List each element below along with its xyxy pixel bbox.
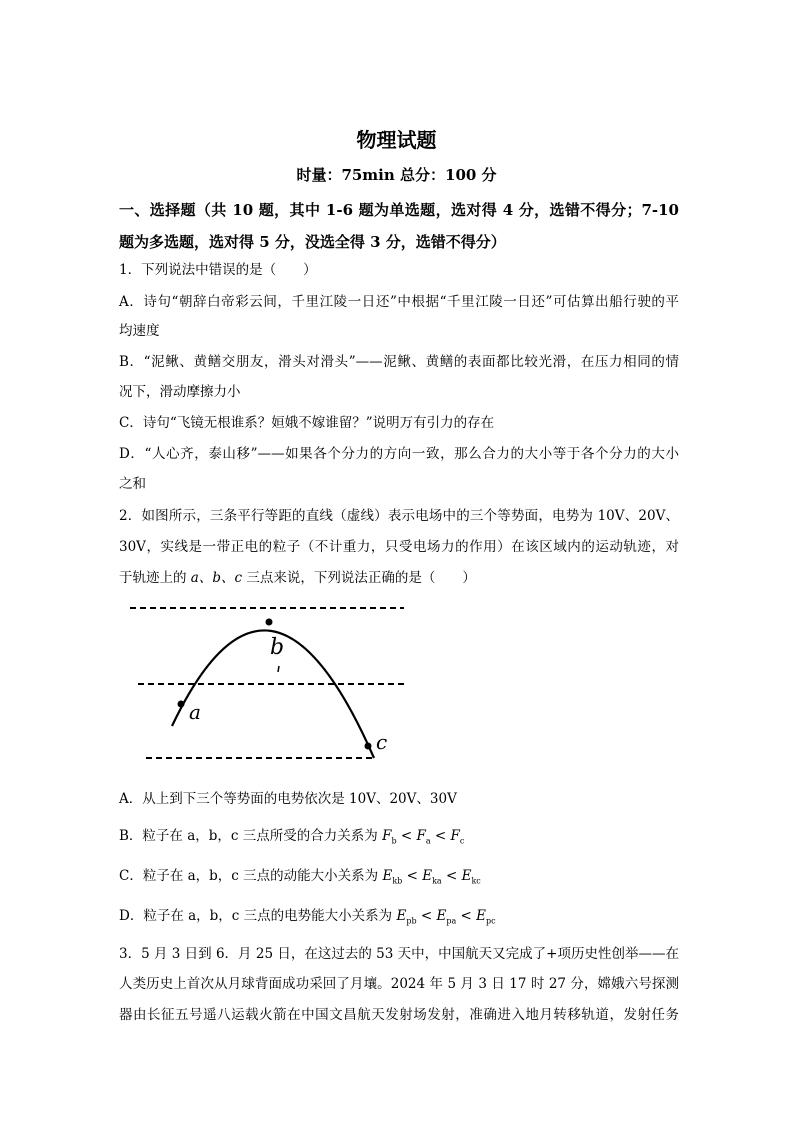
q3-line3: 器由长征五号遥八运载火箭在中国文昌航天发射场发射，准确进入地月转移轨道，发射任务 <box>119 1007 679 1023</box>
q2-option-b-formula <box>382 828 464 844</box>
sub-kc: kc <box>471 876 481 886</box>
exam-meta: 时量：75min 总分：100 分 <box>296 166 497 184</box>
q1-option-a-line2: 均速度 <box>119 323 160 339</box>
q2-option-c-formula <box>382 868 480 884</box>
q1-option-b-line2: 况下，滑动摩擦力小 <box>119 384 241 400</box>
q3-line1: 3．5 月 3 日到 6．月 25 日，在这过去的 53 天中，中国航天又完成了+项历史性创举——在 <box>119 946 679 962</box>
q2-stem-line3 <box>119 568 679 588</box>
sub-ka: ka <box>432 876 442 886</box>
less-than: < <box>402 868 423 884</box>
less-than: < <box>416 908 437 924</box>
label-c: c <box>376 730 388 754</box>
less-than: < <box>396 828 417 844</box>
symbol-E: E <box>436 908 447 924</box>
sub-pb: pb <box>406 916 417 926</box>
point-b-dot <box>266 619 273 626</box>
q1-option-a-line1: A．诗句“朝辞白帝彩云间，千里江陵一日还”中根据“千里江陵一日还”可估算出船行驶的平 <box>119 294 679 310</box>
page-title: 物理试题 <box>356 128 437 152</box>
symbol-E: E <box>476 908 486 924</box>
q2-stem-line2: 30V，实线是一带正电的粒子（不计重力，只受电场力的作用）在该区域内的运动轨迹，对 <box>119 539 679 555</box>
less-than: < <box>441 868 462 884</box>
tick-mark <box>278 666 279 672</box>
section-heading <box>119 194 679 258</box>
sub-pc: pc <box>486 916 496 926</box>
q1-option-d-line2: 之和 <box>119 476 146 492</box>
q2-stem-line3-post: 三点来说，下列说法正确的是（ ） <box>242 570 476 586</box>
q2-option-b-text: B．粒子在 a，b，c 三点所受的合力关系为 <box>119 828 378 844</box>
q1-option-c: C．诗句“飞镜无根谁系？姮娥不嫁谁留？”说明万有引力的存在 <box>119 415 495 431</box>
q2-option-d-text: D．粒子在 a，b，c 三点的电势能大小关系为 <box>119 908 393 924</box>
symbol-E: E <box>461 868 472 884</box>
q2-stem-line1: 2．如图所示，三条平行等距的直线（虚线）表示电场中的三个等势面，电势为 10V、20V、 <box>119 508 679 524</box>
point-c-dot <box>365 743 372 750</box>
q3-line2: 人类历史上首次从月球背面成功采回了月壤。2024 年 5 月 3 日 17 时 27 分，嫦娥六号探测 <box>119 976 679 992</box>
q1-option-d-line1: D．“人心齐，泰山移”——如果各个分力的方向一致，那么合力的大小等于各个分力的大小 <box>119 446 679 462</box>
q2-option-a: A．从上到下三个等势面的电势依次是 10V、20V、30V <box>119 791 457 807</box>
q2-option-c <box>119 866 481 892</box>
q2-option-d-formula <box>396 908 495 924</box>
point-a-dot <box>178 701 185 708</box>
section-heading-line2: 题为多选题，选对得 5 分，没选全得 3 分，选错不得分） <box>119 233 506 251</box>
equipotential-figure <box>128 598 418 764</box>
sub-a: a <box>425 836 431 846</box>
sub-b: b <box>391 836 397 846</box>
label-b: b <box>270 635 285 660</box>
q2-stem-line3-pre: 于轨迹上的 <box>119 570 191 586</box>
symbol-E: E <box>422 868 433 884</box>
less-than: < <box>430 828 451 844</box>
less-than: < <box>456 908 477 924</box>
sub-c: c <box>459 836 465 846</box>
symbol-F: F <box>450 828 460 844</box>
symbol-E: E <box>396 908 407 924</box>
q2-option-d <box>119 906 496 932</box>
q1-stem: 1．下列说法中错误的是（ ） <box>119 262 317 278</box>
symbol-E: E <box>382 868 393 884</box>
q1-option-b-line1: B．“泥鳅、黄鳝交朋友，滑头对滑头”——泥鳅、黄鳝的表面都比较光滑，在压力相同的情 <box>119 354 679 370</box>
symbol-F: F <box>382 828 392 844</box>
q2-stem-points: a、b、c <box>190 570 243 586</box>
q2-option-b <box>119 826 464 852</box>
section-heading-line1: 一、选择题（共 10 题，其中 1-6 题为单选题，选对得 4 分，选错不得分；7-10 <box>119 201 679 219</box>
sub-pa: pa <box>446 916 457 926</box>
symbol-F: F <box>416 828 426 844</box>
label-a: a <box>189 700 201 724</box>
sub-kb: kb <box>392 876 403 886</box>
q2-option-c-text: C．粒子在 a，b，c 三点的动能大小关系为 <box>119 868 379 884</box>
